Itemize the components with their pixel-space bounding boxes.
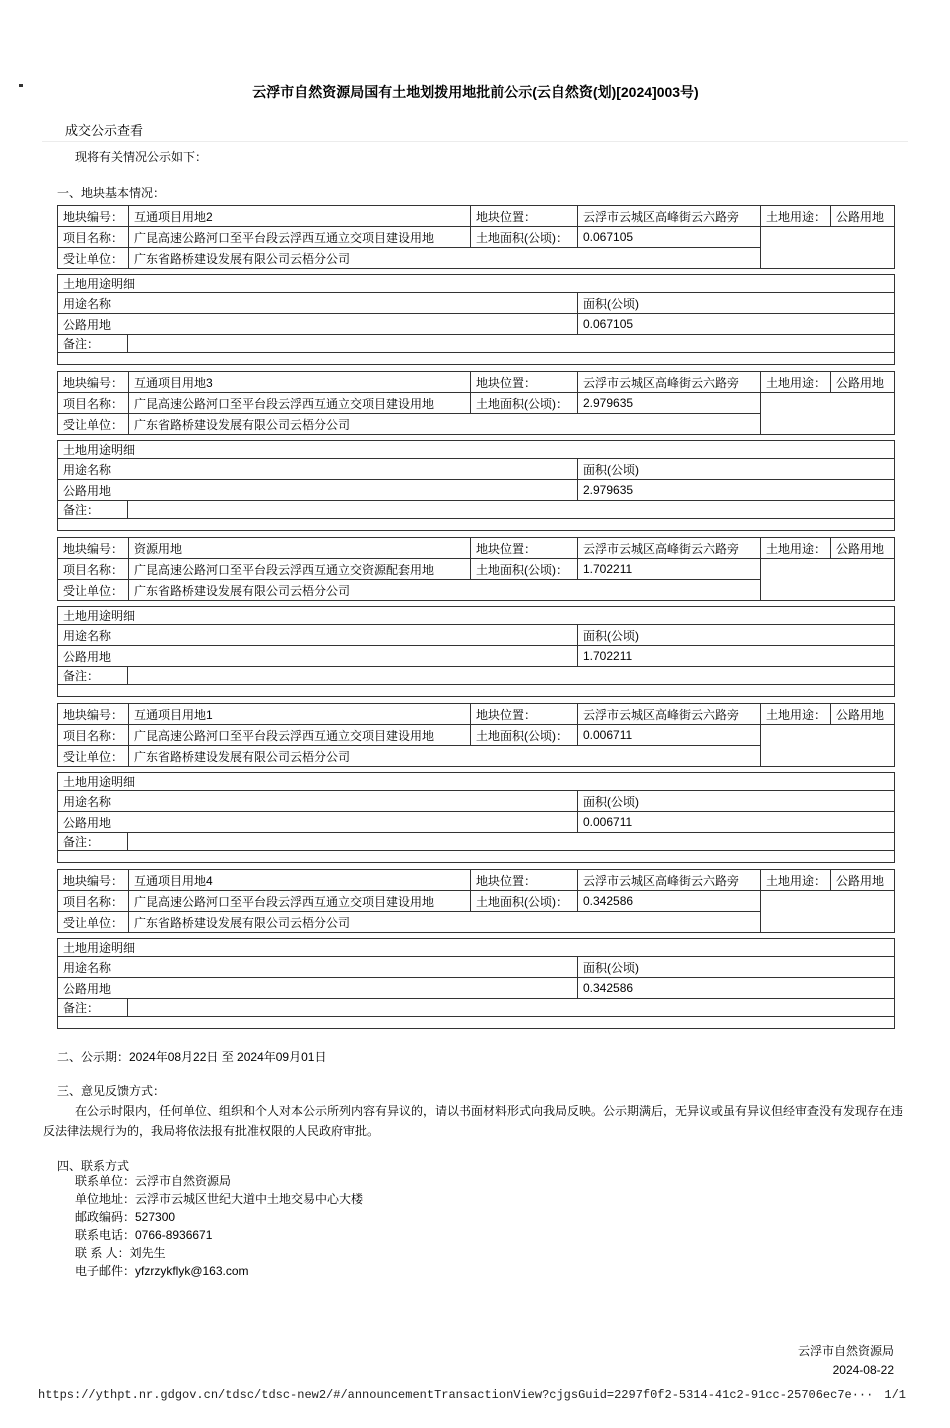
table-row	[58, 978, 895, 999]
grantee-value: 广东省路桥建设发展有限公司云梧分公司	[129, 580, 761, 601]
land-area-value: 2.979635	[578, 393, 761, 414]
table-row	[58, 999, 895, 1017]
table-row	[58, 314, 895, 335]
grantee-label: 受让单位：	[58, 248, 129, 269]
usage-area-header: 面积(公顷)	[578, 957, 895, 978]
plot-number-label: 地块编号：	[58, 538, 129, 559]
detail-header-cell: 土地用途明细	[58, 275, 895, 293]
plot-location-label: 地块位置：	[471, 372, 578, 393]
usage-area-value: 2.979635	[578, 480, 895, 501]
usage-area-value: 0.067105	[578, 314, 895, 335]
print-footer	[38, 1388, 906, 1402]
empty-row-cell	[58, 685, 895, 697]
usage-name-value: 公路用地	[58, 480, 578, 501]
plot-number-value: 互通项目用地1	[129, 704, 471, 725]
parcel-summary-table	[57, 205, 895, 269]
remarks-value	[128, 335, 895, 353]
table-row	[58, 685, 895, 697]
grantee-value: 广东省路桥建设发展有限公司云梧分公司	[129, 746, 761, 767]
usage-area-value: 0.342586	[578, 978, 895, 999]
plot-location-label: 地块位置：	[471, 206, 578, 227]
table-row	[58, 791, 895, 812]
usage-name-header: 用途名称	[58, 957, 578, 978]
parcel-summary-table	[57, 703, 895, 767]
feedback-paragraph: 在公示时限内，任何单位、组织和个人对本公示所列内容有异议的，请以书面材料形式向我局反映。公示期满后，无异议或虽有异议但经审查没有发现存在违反法律法规行为的，我局将依法报有批准权限的人民政府审批。	[43, 1104, 904, 1138]
section-heading-publicity-period: 二、公示期：2024年08月22日 至 2024年09月01日	[57, 1050, 327, 1064]
plot-number-value: 互通项目用地4	[129, 870, 471, 891]
table-row	[58, 227, 895, 248]
plot-number-label: 地块编号：	[58, 206, 129, 227]
footer-url: https://ythpt.nr.gdgov.cn/tdsc/tdsc-new2/#/announcementTransactionView?cjgsGuid=2297f0f2-5314-41c2-91cc-25706ec7e···	[38, 1388, 874, 1402]
remarks-label: 备注：	[58, 501, 128, 519]
remarks-value	[128, 833, 895, 851]
land-use-value: 公路用地	[831, 372, 895, 393]
land-area-label: 土地面积(公顷)：	[471, 891, 578, 912]
signature-org: 云浮市自然资源局	[797, 1344, 894, 1358]
empty-cell	[761, 559, 895, 601]
table-row	[58, 725, 895, 746]
usage-area-value: 0.006711	[578, 812, 895, 833]
land-use-value: 公路用地	[831, 870, 895, 891]
project-name-label: 项目名称：	[58, 725, 129, 746]
table-row	[58, 501, 895, 519]
project-name-value: 广昆高速公路河口至平台段云浮西互通立交项目建设用地	[129, 891, 471, 912]
empty-cell	[761, 725, 895, 767]
empty-cell	[761, 393, 895, 435]
remarks-value	[128, 667, 895, 685]
top-divider-line	[42, 141, 908, 142]
transaction-view-label: 成交公示查看	[65, 123, 144, 138]
table-row	[58, 667, 895, 685]
project-name-value: 广昆高速公路河口至平台段云浮西互通立交项目建设用地	[129, 227, 471, 248]
project-name-label: 项目名称：	[58, 891, 129, 912]
remarks-label: 备注：	[58, 335, 128, 353]
intro-text: 现将有关情况公示如下：	[75, 150, 208, 164]
remarks-label: 备注：	[58, 667, 128, 685]
plot-number-value: 互通项目用地2	[129, 206, 471, 227]
parcel-block	[57, 869, 894, 1029]
land-use-detail-table	[57, 938, 895, 1029]
land-use-value: 公路用地	[831, 704, 895, 725]
page-indicator: 1/1	[884, 1388, 906, 1402]
table-row	[58, 519, 895, 531]
usage-name-header: 用途名称	[58, 293, 578, 314]
project-name-value: 广昆高速公路河口至平台段云浮西互通立交资源配套用地	[129, 559, 471, 580]
usage-name-header: 用途名称	[58, 459, 578, 480]
land-area-label: 土地面积(公顷)：	[471, 725, 578, 746]
empty-row-cell	[58, 851, 895, 863]
plot-number-value: 互通项目用地3	[129, 372, 471, 393]
table-row	[58, 393, 895, 414]
table-row	[58, 891, 895, 912]
signature-block	[798, 1342, 894, 1380]
land-use-detail-table	[57, 274, 895, 365]
land-area-value: 0.342586	[578, 891, 761, 912]
project-name-value: 广昆高速公路河口至平台段云浮西互通立交项目建设用地	[129, 393, 471, 414]
grantee-value: 广东省路桥建设发展有限公司云梧分公司	[129, 912, 761, 933]
section-heading-contact: 四、联系方式	[57, 1159, 130, 1173]
document-page	[0, 84, 950, 1280]
table-row	[58, 275, 895, 293]
project-name-value: 广昆高速公路河口至平台段云浮西互通立交项目建设用地	[129, 725, 471, 746]
remarks-value	[128, 501, 895, 519]
usage-area-value: 1.702211	[578, 646, 895, 667]
plot-location-value: 云浮市云城区高峰街云六路旁	[578, 206, 761, 227]
table-row	[58, 957, 895, 978]
remarks-value	[128, 999, 895, 1017]
table-row	[58, 353, 895, 365]
table-row	[58, 939, 895, 957]
table-row	[58, 773, 895, 791]
detail-header-cell: 土地用途明细	[58, 441, 895, 459]
table-row	[58, 441, 895, 459]
empty-row-cell	[58, 1017, 895, 1029]
usage-area-header: 面积(公顷)	[578, 459, 895, 480]
table-row	[58, 538, 895, 559]
page-title: 云浮市自然资源局国有土地划拨用地批前公示(云自然资(划)[2024]003号)	[252, 84, 699, 100]
usage-area-header: 面积(公顷)	[578, 625, 895, 646]
land-use-label: 土地用途：	[761, 538, 831, 559]
usage-area-header: 面积(公顷)	[578, 791, 895, 812]
parcel-list	[57, 205, 894, 1029]
contact-line-unit: 联系单位：云浮市自然资源局	[75, 1174, 232, 1188]
table-row	[58, 293, 895, 314]
contact-info	[75, 1172, 894, 1280]
grantee-label: 受让单位：	[58, 414, 129, 435]
contact-line-postcode: 邮政编码：527300	[75, 1210, 176, 1224]
land-use-detail-table	[57, 606, 895, 697]
plot-number-label: 地块编号：	[58, 704, 129, 725]
plot-location-value: 云浮市云城区高峰街云六路旁	[578, 870, 761, 891]
grantee-label: 受让单位：	[58, 746, 129, 767]
detail-header-cell: 土地用途明细	[58, 939, 895, 957]
usage-name-header: 用途名称	[58, 791, 578, 812]
plot-location-label: 地块位置：	[471, 704, 578, 725]
table-row	[58, 335, 895, 353]
land-use-label: 土地用途：	[761, 704, 831, 725]
grantee-label: 受让单位：	[58, 580, 129, 601]
project-name-label: 项目名称：	[58, 393, 129, 414]
table-row	[58, 1017, 895, 1029]
land-use-value: 公路用地	[831, 538, 895, 559]
section-heading-basic-info: 一、地块基本情况：	[57, 186, 166, 200]
parcel-block	[57, 537, 894, 697]
contact-line-phone: 联系电话：0766-8936671	[75, 1228, 213, 1242]
land-area-value: 1.702211	[578, 559, 761, 580]
land-use-value: 公路用地	[831, 206, 895, 227]
land-area-label: 土地面积(公顷)：	[471, 393, 578, 414]
usage-area-header: 面积(公顷)	[578, 293, 895, 314]
land-use-label: 土地用途：	[761, 206, 831, 227]
contact-line-person: 联 系 人：刘先生	[75, 1246, 166, 1260]
table-row	[58, 646, 895, 667]
usage-name-value: 公路用地	[58, 812, 578, 833]
detail-header-cell: 土地用途明细	[58, 607, 895, 625]
plot-number-label: 地块编号：	[58, 870, 129, 891]
plot-location-label: 地块位置：	[471, 870, 578, 891]
plot-location-value: 云浮市云城区高峰街云六路旁	[578, 372, 761, 393]
table-row	[58, 480, 895, 501]
plot-number-label: 地块编号：	[58, 372, 129, 393]
parcel-summary-table	[57, 537, 895, 601]
empty-cell	[761, 891, 895, 933]
project-name-label: 项目名称：	[58, 227, 129, 248]
remarks-label: 备注：	[58, 833, 128, 851]
table-row	[58, 625, 895, 646]
land-use-label: 土地用途：	[761, 870, 831, 891]
land-use-detail-table	[57, 772, 895, 863]
empty-cell	[761, 227, 895, 269]
corner-artifact	[19, 84, 23, 87]
grantee-value: 广东省路桥建设发展有限公司云梧分公司	[129, 248, 761, 269]
empty-row-cell	[58, 519, 895, 531]
usage-name-value: 公路用地	[58, 978, 578, 999]
parcel-block	[57, 703, 894, 863]
usage-name-value: 公路用地	[58, 314, 578, 335]
plot-location-label: 地块位置：	[471, 538, 578, 559]
land-area-value: 0.067105	[578, 227, 761, 248]
land-area-label: 土地面积(公顷)：	[471, 559, 578, 580]
table-row	[58, 833, 895, 851]
land-use-label: 土地用途：	[761, 372, 831, 393]
table-row	[58, 812, 895, 833]
contact-line-email: 电子邮件：yfzrzykflyk@163.com	[75, 1264, 249, 1278]
table-row	[58, 704, 895, 725]
detail-header-cell: 土地用途明细	[58, 773, 895, 791]
contact-line-address: 单位地址：云浮市云城区世纪大道中土地交易中心大楼	[75, 1192, 364, 1206]
parcel-summary-table	[57, 869, 895, 933]
signature-date: 2024-08-22	[832, 1363, 894, 1377]
table-row	[58, 206, 895, 227]
remarks-label: 备注：	[58, 999, 128, 1017]
land-area-label: 土地面积(公顷)：	[471, 227, 578, 248]
parcel-block	[57, 371, 894, 531]
table-row	[58, 372, 895, 393]
section-heading-feedback: 三、意见反馈方式：	[57, 1084, 166, 1098]
plot-location-value: 云浮市云城区高峰街云六路旁	[578, 704, 761, 725]
grantee-label: 受让单位：	[58, 912, 129, 933]
usage-name-value: 公路用地	[58, 646, 578, 667]
parcel-block	[57, 205, 894, 365]
plot-number-value: 资源用地	[129, 538, 471, 559]
table-row	[58, 559, 895, 580]
land-use-detail-table	[57, 440, 895, 531]
table-row	[58, 459, 895, 480]
project-name-label: 项目名称：	[58, 559, 129, 580]
parcel-summary-table	[57, 371, 895, 435]
empty-row-cell	[58, 353, 895, 365]
plot-location-value: 云浮市云城区高峰街云六路旁	[578, 538, 761, 559]
table-row	[58, 607, 895, 625]
land-area-value: 0.006711	[578, 725, 761, 746]
table-row	[58, 870, 895, 891]
usage-name-header: 用途名称	[58, 625, 578, 646]
table-row	[58, 851, 895, 863]
grantee-value: 广东省路桥建设发展有限公司云梧分公司	[129, 414, 761, 435]
